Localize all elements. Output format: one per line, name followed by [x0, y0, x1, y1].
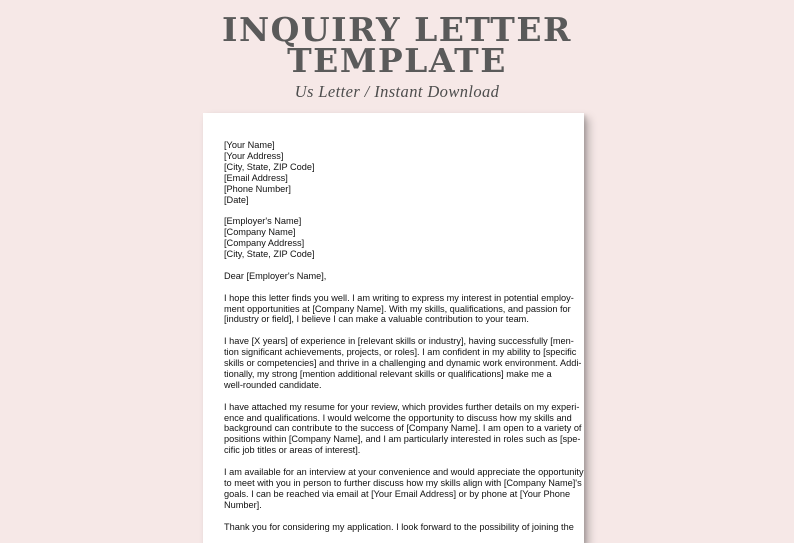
paragraph-line: tion significant achievements, projects, or roles]. I am confident in my ability to [specific [224, 347, 577, 358]
header [0, 10, 794, 102]
recipient-name: [Employer's Name] [224, 216, 302, 227]
title-line-1: INQUIRY LETTER [222, 10, 572, 49]
paragraph-line: [industry or field], I believe I can make a valuable contribution to your team. [224, 314, 529, 325]
page-title [0, 10, 794, 80]
paragraph-3 [224, 401, 582, 457]
paragraph-line: I am available for an interview at your convenience and would appreciate the opportunity [224, 467, 584, 478]
paragraph-line: ment opportunities at [Company Name]. With my skills, qualifications, and passion for [224, 303, 571, 314]
sender-email: [Email Address] [224, 172, 288, 183]
letter-body [224, 140, 584, 533]
recipient-city: [City, State, ZIP Code] [224, 249, 315, 260]
paragraph-line: cific job titles or areas of interest]. [224, 445, 361, 456]
title-line-2: TEMPLATE [287, 41, 507, 80]
paragraph-line: Number]. [224, 499, 262, 510]
paragraph-line: positions within [Company Name], and I am particularly interested in roles such as [spe- [224, 434, 581, 445]
recipient-address: [Company Address] [224, 238, 305, 249]
paragraph-2 [224, 336, 582, 391]
paragraph-line: I have [X years] of experience in [relevant skills or industry], having successfully [men- [224, 336, 574, 347]
sender-name: [Your Name] [224, 140, 275, 150]
letter-page [203, 113, 584, 543]
letter-date: [Date] [224, 194, 249, 205]
paragraph-line: goals. I can be reached via email at [Your Email Address] or by phone at [Your Phone [224, 488, 571, 499]
paragraph-line: skills or competencies] and thrive in a challenging and dynamic work environment. Addi- [224, 358, 582, 369]
sender-phone: [Phone Number] [224, 183, 291, 194]
paragraph-line: to meet with you in person to further discuss how my skills align with [Company Name]'s [224, 478, 582, 488]
sender-address: [Your Address] [224, 150, 284, 161]
sender-block [224, 140, 569, 205]
paragraph-5 [224, 521, 574, 533]
paragraph-line: background can contribute to the success of [Company Name]. I am open to a variety of [224, 423, 582, 434]
paragraph-line: well-rounded candidate. [224, 379, 322, 390]
sender-city: [City, State, ZIP Code] [224, 161, 315, 172]
salutation: Dear [Employer's Name], [224, 270, 327, 281]
paragraph-line: ence and qualifications. I would welcome the opportunity to discuss how my skills and [224, 412, 572, 423]
paragraph-line: tionally, my strong [mention additional relevant skills or qualifications] make me a [224, 368, 552, 379]
paragraph-line: I have attached my resume for your review, which provides further details on my experi- [224, 401, 580, 412]
recipient-block [224, 216, 569, 260]
paragraph-line: Thank you for considering my application. I look forward to the possibility of joining the [224, 521, 574, 532]
paragraph-1 [224, 292, 574, 326]
paragraph-line: I hope this letter finds you well. I am writing to express my interest in potential employ- [224, 292, 574, 303]
subtitle: Us Letter / Instant Download [294, 82, 500, 101]
paragraph-4 [224, 467, 584, 511]
recipient-company: [Company Name] [224, 227, 296, 238]
